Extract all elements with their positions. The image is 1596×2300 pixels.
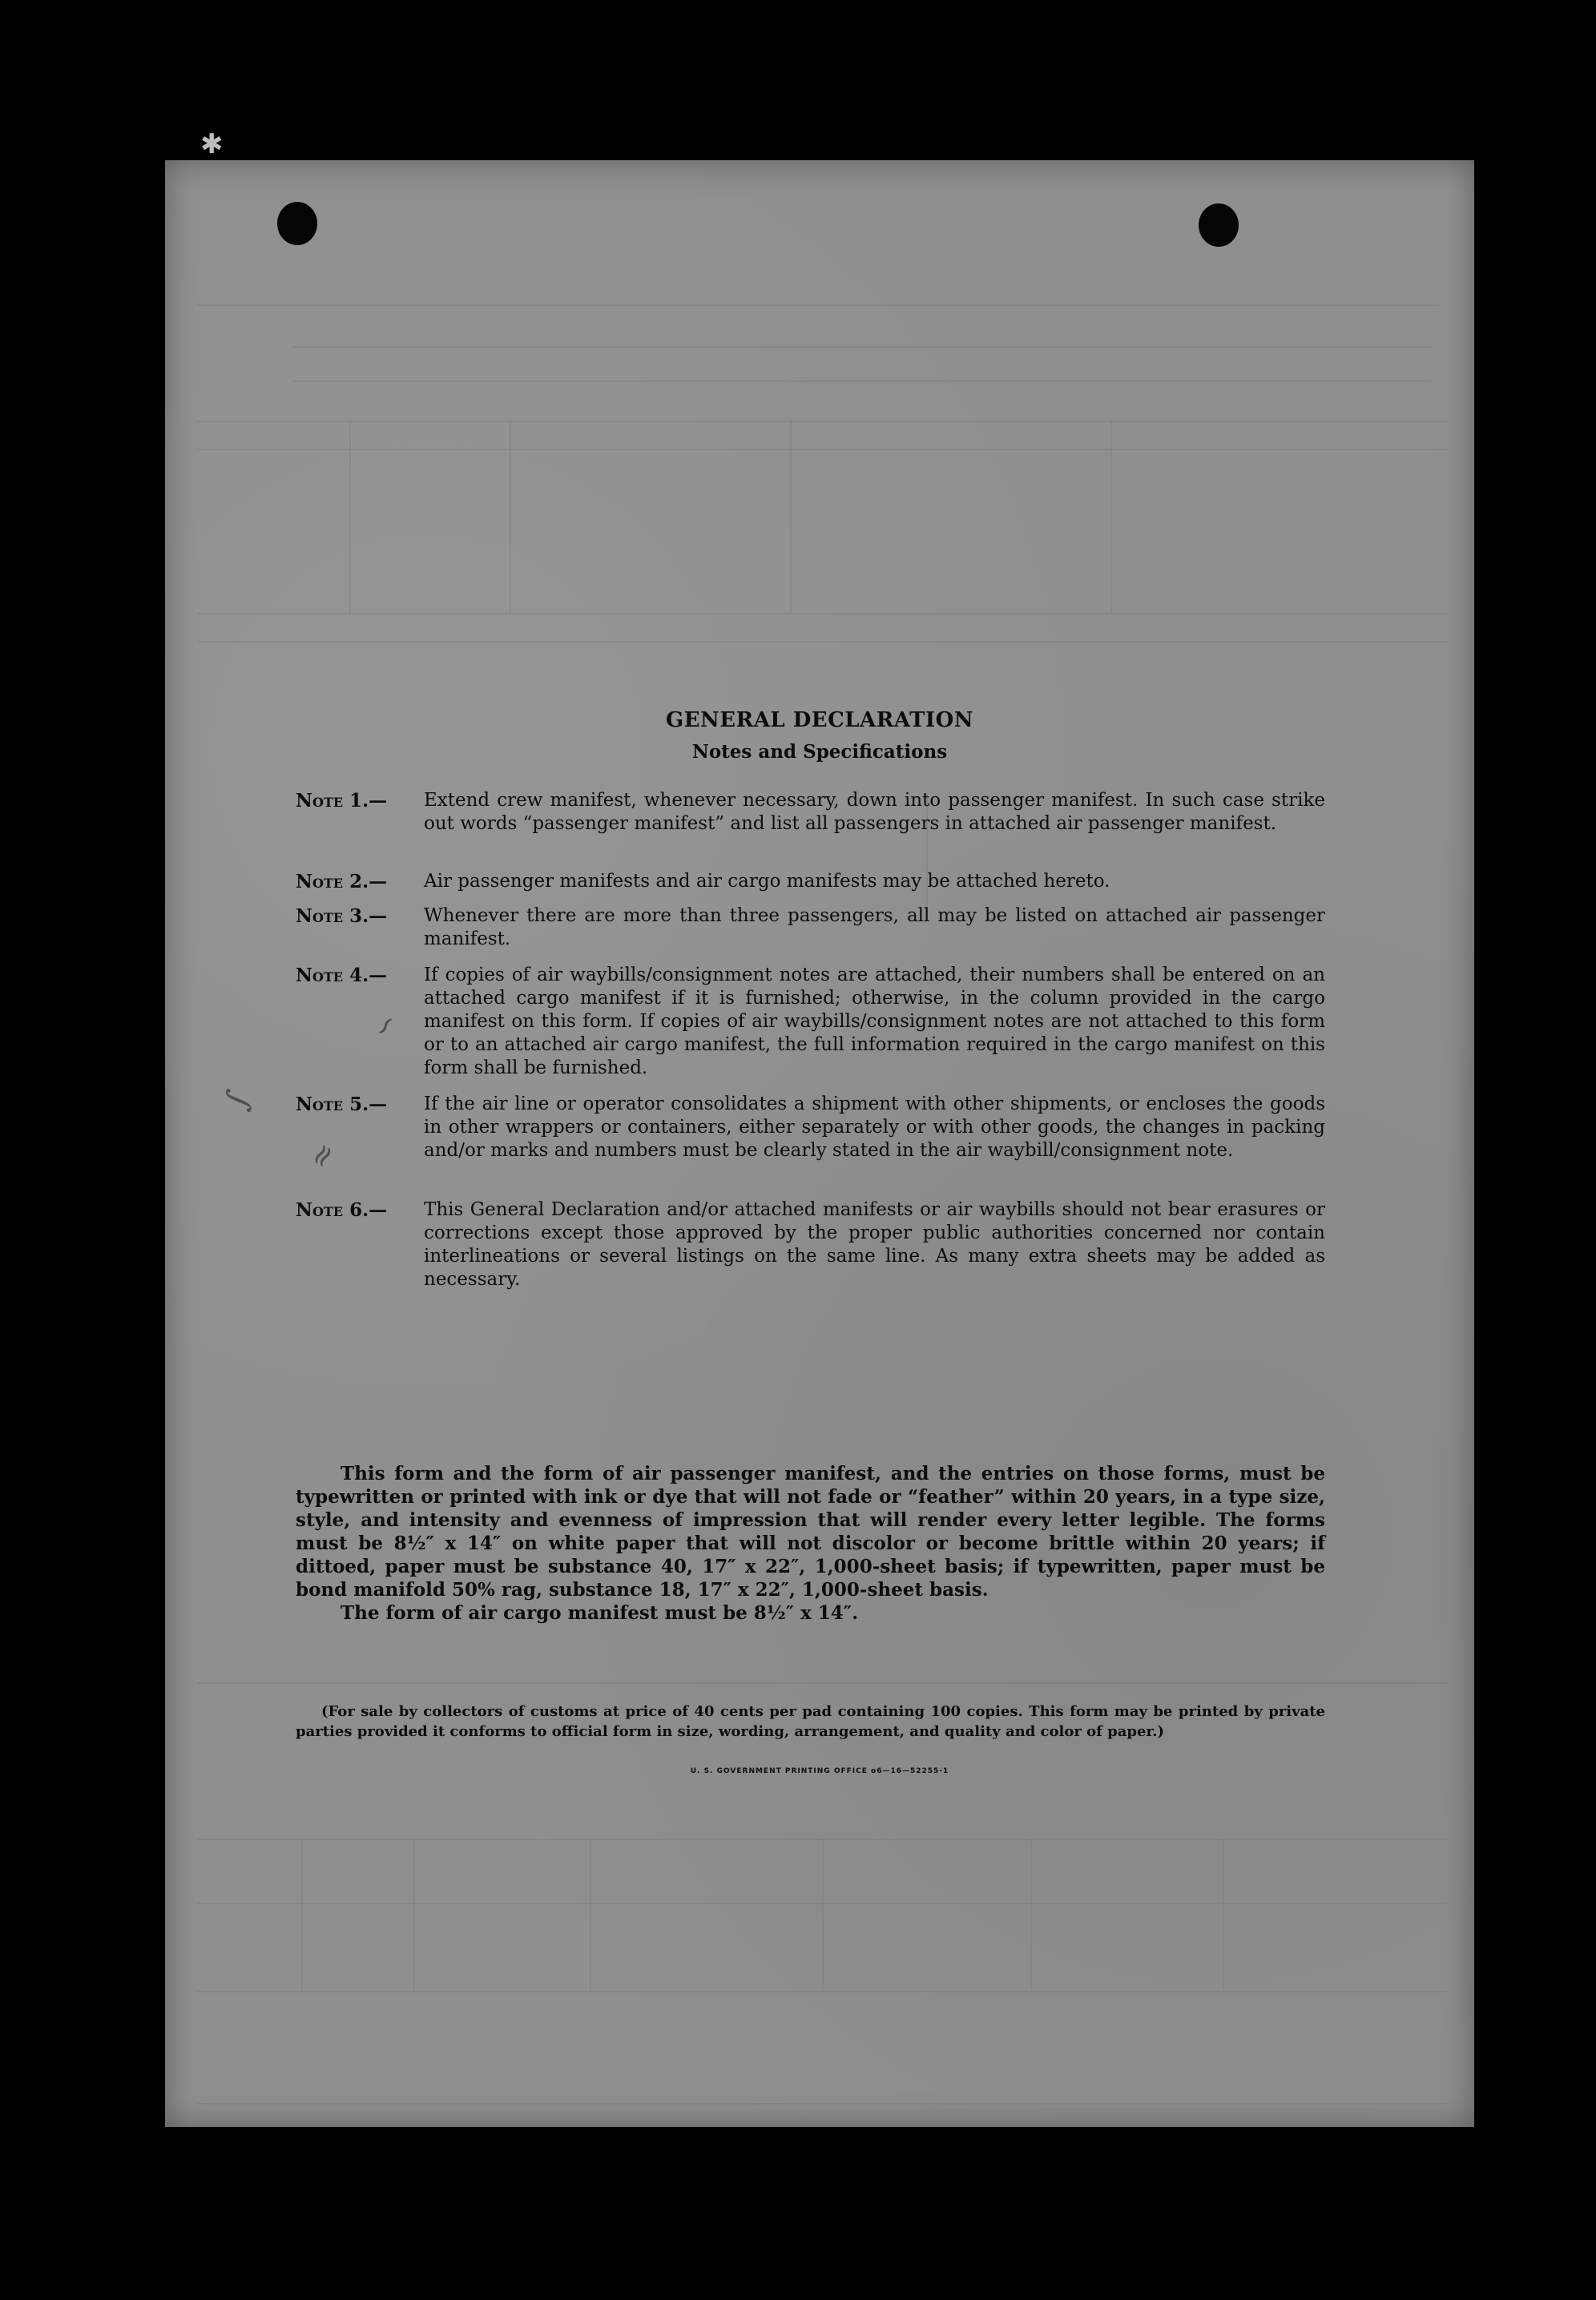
note-label: Note 2.— (296, 871, 388, 892)
notes-and-specifications (165, 160, 1474, 2127)
note-label: Note 6.— (296, 1199, 388, 1221)
specification-text: This form and the form of air passenger manifest, and the entries on those forms, must be typewritten or printed with ink or dye that will not fade or “feather” within 20 years, in a type size, style, and intensity and evenness of impression that will render every letter legible. The forms must be 8½″ x 14″ on white paper that will not discolor or become brittle within 20 years; if dittoed, paper must be substance 40, 17″ x 22″, 1,000-sheet basis; if typewritten, paper must be bond manifold 50% rag, substance 18, 17″ x 22″, 1,000-sheet basis. (296, 1463, 1325, 1601)
note-text: Whenever there are more than three passengers, all may be listed on attached air passenger manifest. (424, 905, 1325, 949)
note-6 (296, 1198, 1325, 1291)
note-text: This General Declaration and/or attached manifests or air waybills should not bear erasures or corrections except those approved by the proper public authorities concerned nor contain interlineations or several listings on the same line. As many extra sheets may be added as necessary. (424, 1199, 1325, 1290)
note-text: Extend crew manifest, whenever necessary, down into passenger manifest. In such case strike out words “passenger manifest” and list all passengers in attached air passenger manifest. (424, 790, 1325, 834)
form-specification-paragraph (296, 1462, 1325, 1625)
note-5 (296, 1093, 1325, 1162)
handwritten-mark: ∫ (217, 1086, 258, 1114)
page-subtitle: Notes and Specifications (691, 741, 948, 763)
note-text: If the air line or operator consolidates a shipment with other shipments, or encloses the goods in other wrappers or containers, either separately or with other goods, the changes in packing and/or marks and numbers must be clearly stated in the air waybill/consignment note. (424, 1094, 1325, 1161)
page-title: GENERAL DECLARATION (665, 708, 973, 732)
note-1 (296, 789, 1325, 836)
sale-notice: (For sale by collectors of customs at price of 40 cents per pad containing 100 copies. This form may be printed by private parties provided it conforms to official form in size, wording, arrangement, and quality and color of paper.) (296, 1703, 1325, 1740)
note-label: Note 5.— (296, 1094, 388, 1115)
handwritten-mark: ∽ (365, 1006, 406, 1045)
note-3 (296, 904, 1325, 951)
note-text: If copies of air waybills/consignment notes are attached, their numbers shall be entered on an attached cargo manifest if it is furnished; otherwise, in the column provided in the cargo manifest on this form. If copies of air waybills/consignment notes are not attached to this form or to an attached air cargo manifest, the full information required in the cargo manifest on this form shall be furnished. (424, 965, 1325, 1078)
note-4 (296, 964, 1325, 1080)
printer-imprint: U. S. GOVERNMENT PRINTING OFFICE o6—16—52255-1 (690, 1767, 949, 1775)
note-2 (296, 870, 1325, 893)
corner-stamp-mark: ✱ (200, 128, 224, 160)
note-text: Air passenger manifests and air cargo manifests may be attached hereto. (424, 871, 1110, 892)
document-page (165, 160, 1474, 2127)
handwritten-mark: ≈ (300, 1135, 344, 1175)
note-label: Note 3.— (296, 905, 388, 927)
cargo-manifest-size-text: The form of air cargo manifest must be 8½″ x 14″. (341, 1602, 859, 1624)
note-label: Note 1.— (296, 790, 388, 812)
note-label: Note 4.— (296, 965, 388, 986)
